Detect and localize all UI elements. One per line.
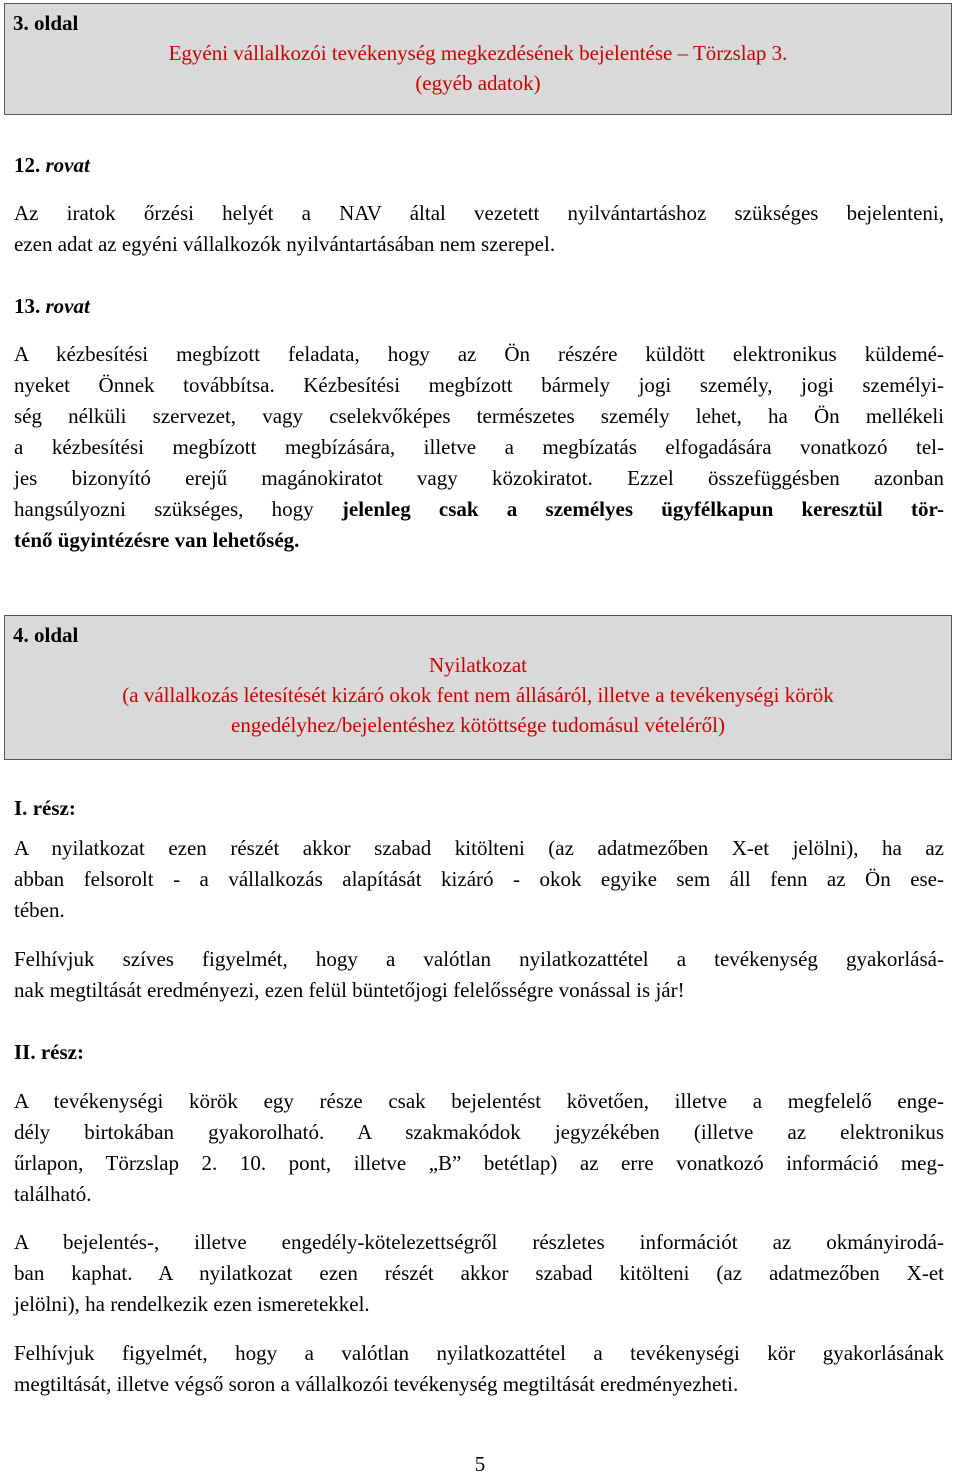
part1-line: A nyilatkozat ezen részét akkor szabad kitölteni (az adatmezőben X-et jelölni), ha az [14, 836, 944, 860]
emphasis-text: jelenleg csak a személyes ügyfélkapun keresztül tör- [341, 497, 944, 521]
part1-paragraph-2 [14, 944, 944, 1006]
part1-number: I. [14, 796, 28, 820]
rovat12-line: ezen adat az egyéni vállalkozók nyilvántartásában nem szerepel. [14, 232, 556, 256]
part1-line: nak megtiltását eredményezi, ezen felül büntetőjogi felelősségre vonással is jár! [14, 978, 685, 1002]
part1-word: rész: [32, 796, 76, 820]
page-number: 5 [474, 1452, 486, 1476]
part2-line: űrlapon, Törzslap 2. 10. pont, illetve „B” betétlap) az erre vonatkozó információ meg- [14, 1151, 944, 1175]
part2-paragraph-3 [14, 1338, 944, 1400]
rovat13-line: ség nélküli szervezet, vagy cselekvőképes természetes személy lehet, ha Ön mellékeli [14, 404, 944, 428]
part2-line: A bejelentés-, illetve engedély-kötelezettségről részletes információt az okmányirodá- [14, 1230, 944, 1254]
part2-heading [14, 1037, 944, 1067]
page4-label: 4. oldal [13, 623, 79, 647]
part1-line: abban felsorolt - a vállalkozás alapítását kizáró - okok egyike sem áll fenn az Ön ese- [14, 867, 944, 891]
part1-line: Felhívjuk szíves figyelmét, hogy a valótlan nyilatkozattétel a tevékenység gyakorlásá- [14, 947, 944, 971]
page3-header-box [4, 3, 952, 115]
rovat13-paragraph [14, 339, 944, 556]
rovat13-word: rovat [45, 294, 90, 318]
rovat12-paragraph [14, 198, 944, 260]
rovat13-line: nyeket Önnek továbbítsa. Kézbesítési megbízott bármely jogi személy, jogi személyi- [14, 373, 944, 397]
page3-label: 3. oldal [13, 11, 79, 35]
part2-line: található. [14, 1182, 92, 1206]
part1-line: tében. [14, 898, 65, 922]
rovat13-heading [14, 291, 944, 321]
rovat12-number: 12. [14, 153, 41, 177]
page4-subtitle-line2: engedélyhez/bejelentéshez kötöttsége tudomásul vételéről) [231, 713, 725, 737]
rovat13-line-emphasis: hangsúlyozni szükséges, hogy jelenleg csak a személyes ügyfélkapun keresztül tör- [14, 497, 944, 521]
page4-title: Nyilatkozat [429, 653, 527, 677]
rovat13-number: 13. [14, 294, 41, 318]
part2-line: megtiltását, illetve végső soron a vállalkozói tevékenység megtiltását eredményezheti. [14, 1372, 739, 1396]
part2-paragraph-1 [14, 1086, 944, 1210]
part2-line: jelölni), ha rendelkezik ezen ismeretekkel. [14, 1292, 370, 1316]
part2-number: II. [14, 1040, 36, 1064]
page4-subtitle-line1: (a vállalkozás létesítését kizáró okok fent nem állásáról, illetve a tevékenységi körök [122, 683, 834, 707]
rovat13-line-emphasis-end: ténő ügyintézésre van lehetőség. [14, 528, 300, 552]
rovat13-line: A kézbesítési megbízott feladata, hogy az Ön részére küldött elektronikus küldemé- [14, 342, 944, 366]
part2-line: ban kaphat. A nyilatkozat ezen részét akkor szabad kitölteni (az adatmezőben X-et [14, 1261, 944, 1285]
rovat13-line: a kézbesítési megbízott megbízására, illetve a megbízatás elfogadására vonatkozó tel- [14, 435, 944, 459]
rovat12-word: rovat [45, 153, 90, 177]
page3-title-line1: Egyéni vállalkozói tevékenység megkezdésének bejelentése – Törzslap 3. [168, 41, 788, 65]
part2-line: dély birtokában gyakorolható. A szakmakódok jegyzékében (illetve az elektronikus [14, 1120, 944, 1144]
part1-heading [14, 793, 944, 823]
part2-line: Felhívjuk figyelmét, hogy a valótlan nyilatkozattétel a tevékenységi kör gyakorlásának [14, 1341, 944, 1365]
page4-header-box [4, 615, 952, 760]
part1-paragraph-1 [14, 833, 944, 926]
part2-paragraph-2 [14, 1227, 944, 1320]
rovat13-line: jes bizonyító erejű magánokiratot vagy közokiratot. Ezzel összefüggésben azonban [14, 466, 944, 490]
rovat12-line: Az iratok őrzési helyét a NAV által vezetett nyilvántartáshoz szükséges bejelenteni, [14, 201, 944, 225]
rovat12-heading [14, 150, 944, 180]
part2-word: rész: [40, 1040, 84, 1064]
page3-title-line2: (egyéb adatok) [415, 71, 541, 95]
part2-line: A tevékenységi körök egy része csak bejelentést követően, illetve a megfelelő enge- [14, 1089, 944, 1113]
